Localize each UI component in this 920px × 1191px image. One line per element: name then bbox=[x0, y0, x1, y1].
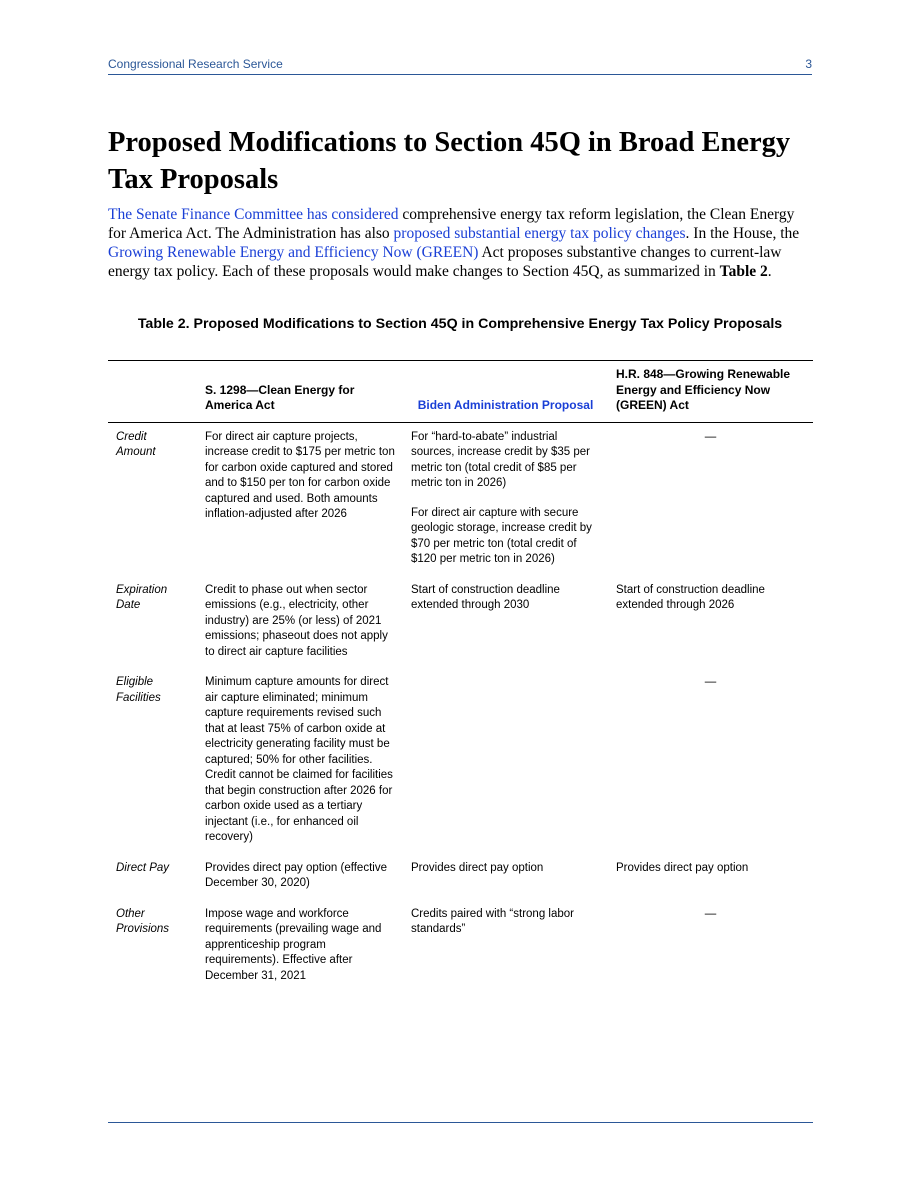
table-header-row bbox=[108, 361, 813, 423]
cell-biden bbox=[403, 668, 608, 854]
senate-finance-link[interactable]: The Senate Finance Committee has considered bbox=[108, 206, 399, 223]
header-s1298: S. 1298—Clean Energy for America Act bbox=[205, 382, 355, 412]
cell-s1298: For direct air capture projects, increase credit to $175 per metric ton for carbon oxide captured and stored and to $150 per ton for carbon oxide captured and used. Both amounts inflation-adjusted after 2026 bbox=[205, 430, 395, 520]
table-row bbox=[108, 422, 813, 576]
intro-text-3: Act proposes substantive changes to current-law energy tax policy. Each of these proposals would make changes to Section 45Q, as summarized in bbox=[108, 244, 782, 280]
row-label: Other Provisions bbox=[116, 907, 170, 935]
cell-biden bbox=[403, 422, 608, 576]
comparison-table bbox=[108, 360, 813, 992]
intro-text-4: . bbox=[767, 263, 772, 280]
intro-text-1: comprehensive energy tax reform legislation, the Clean Energy for America Act. The Administration has also bbox=[108, 206, 795, 242]
table-row bbox=[108, 668, 813, 854]
table-caption: Table 2. Proposed Modifications to Section 45Q in Comprehensive Energy Tax Policy Proposals bbox=[137, 316, 783, 332]
cell-s1298: Credit to phase out when sector emissions (e.g., electricity, other industry) are 25% (or less) of 2021 emissions; phaseout does not apply to direct air capture facilities bbox=[205, 583, 388, 658]
table-row bbox=[108, 854, 813, 900]
cell-biden: Provides direct pay option bbox=[411, 861, 544, 874]
footer-rule bbox=[108, 1122, 813, 1123]
administration-proposal-link[interactable]: proposed substantial energy tax policy changes bbox=[393, 225, 686, 242]
row-label: Credit Amount bbox=[116, 430, 156, 458]
section-heading: Proposed Modifications to Section 45Q in Broad Energy Tax Proposals bbox=[108, 127, 791, 195]
cell-hr848: — bbox=[704, 676, 717, 688]
intro-paragraph bbox=[108, 205, 814, 281]
green-act-link[interactable]: Growing Renewable Energy and Efficiency Now (GREEN) bbox=[108, 244, 479, 261]
running-header bbox=[108, 57, 812, 75]
cell-s1298: Minimum capture amounts for direct air capture eliminated; minimum capture requirements revised such that at least 75% of carbon oxide at electricity generating facility must be captured; 50% for other facilities. Credit cannot be claimed for facilities that begin construction after 2026 for carbon oxide used as a tertiary injectant (i.e., for enhanced oil recovery) bbox=[205, 676, 393, 843]
intro-text-2: . In the House, the bbox=[685, 225, 800, 242]
header-source: Congressional Research Service bbox=[108, 57, 283, 71]
header-empty bbox=[108, 361, 197, 423]
cell-s1298: Provides direct pay option (effective December 30, 2020) bbox=[205, 861, 387, 889]
header-hr848: H.R. 848—Growing Renewable Energy and Efficiency Now (GREEN) Act bbox=[616, 367, 791, 412]
row-label: Direct Pay bbox=[116, 861, 170, 874]
table-row bbox=[108, 900, 813, 993]
row-label: Expiration Date bbox=[116, 583, 168, 611]
row-label: Eligible Facilities bbox=[116, 676, 161, 704]
table-reference: Table 2 bbox=[719, 263, 768, 280]
table-row bbox=[108, 576, 813, 669]
cell-biden: Credits paired with “strong labor standards” bbox=[411, 907, 574, 935]
cell-hr848: Provides direct pay option bbox=[616, 861, 749, 874]
page-number: 3 bbox=[805, 57, 812, 71]
cell-s1298: Impose wage and workforce requirements (prevailing wage and apprenticeship program requirements). Effective after December 31, 2021 bbox=[205, 907, 382, 982]
cell-hr848: Start of construction deadline extended through 2026 bbox=[616, 583, 765, 611]
cell-biden-part-1: For “hard-to-abate” industrial sources, increase credit by $35 per metric ton (total credit of $85 per metric ton in 2026) bbox=[411, 430, 590, 489]
cell-hr848: — bbox=[704, 907, 717, 920]
header-biden-link[interactable]: Biden Administration Proposal bbox=[417, 398, 594, 412]
cell-biden-part-2: For direct air capture with secure geologic storage, increase credit by $70 per metric ton (total credit of $120 per metric ton in 2026) bbox=[411, 506, 592, 565]
cell-biden: Start of construction deadline extended through 2030 bbox=[411, 583, 560, 611]
cell-hr848: — bbox=[704, 430, 717, 443]
